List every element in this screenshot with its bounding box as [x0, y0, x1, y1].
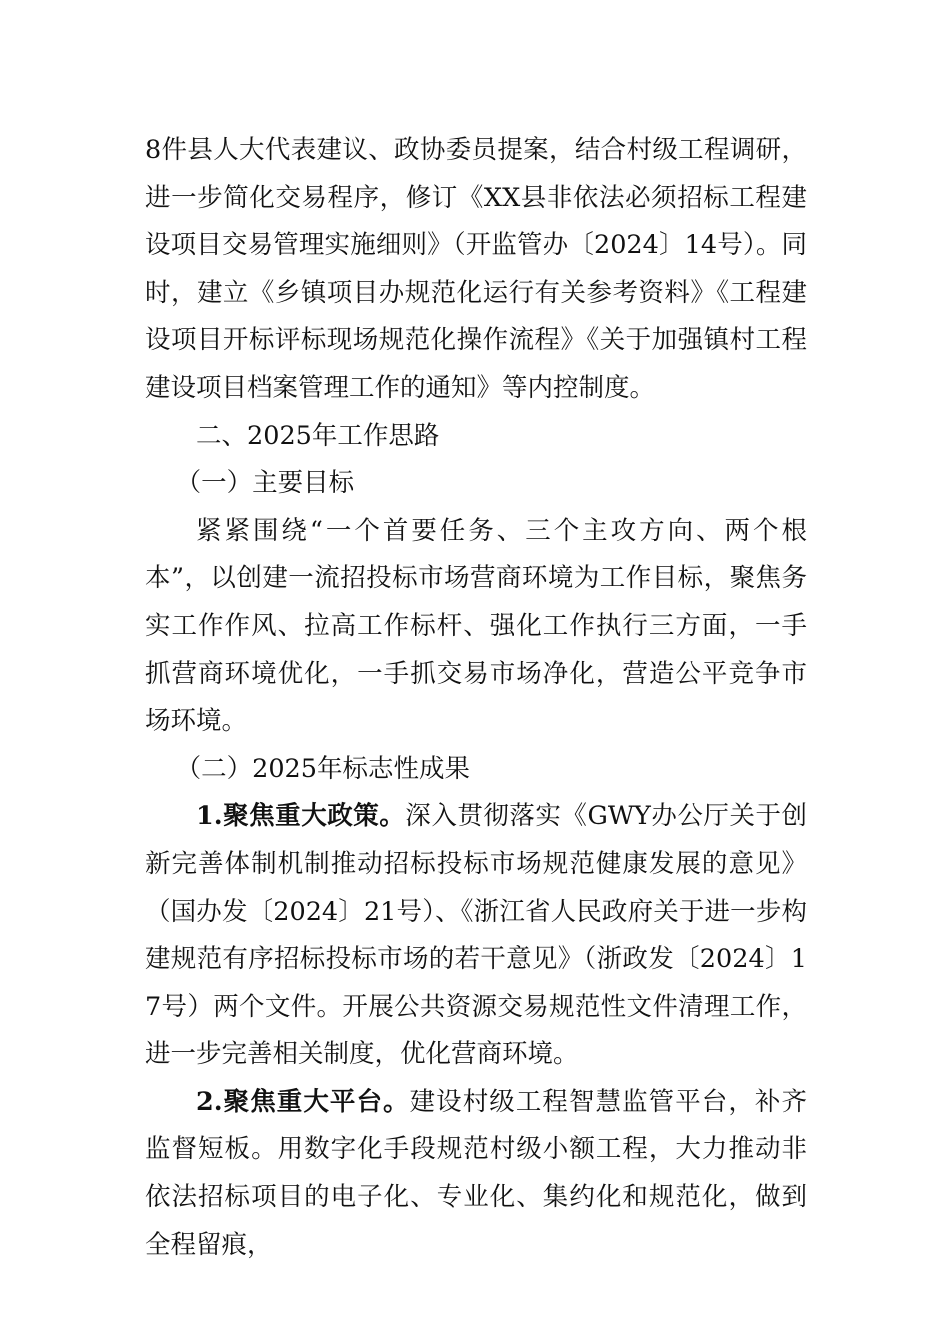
- subsection-heading-goals: （一）主要目标: [175, 468, 355, 499]
- list-item-platform: [145, 1079, 807, 1269]
- section-heading: 二、2025年工作思路: [196, 420, 440, 451]
- list-item-body: 深入贯彻落实《GWY办公厅关于创新完善体制机制推动招标投标市场规范健康发展的意见》（国办发〔2024〕21号）、《浙江省人民政府关于进一步构建规范有序招标投标市场的若干意见》（浙政发〔2024〕17号）两个文件。开展公共资源交易规范性文件清理工作，进一步完善相关制度，优化营商环境。: [145, 801, 807, 1070]
- list-item-lead: 1.聚焦重大政策。: [196, 801, 406, 832]
- list-item-policy: [145, 793, 807, 1079]
- subsection-heading-results: （二）2025年标志性成果: [175, 753, 470, 784]
- list-item-lead: 2.聚焦重大平台。: [196, 1086, 410, 1117]
- paragraph-goals: 紧紧围绕“一个首要任务、三个主攻方向、两个根本”，以创建一流招投标市场营商环境为工作目标，聚焦务实工作作风、拉高工作标杆、强化工作执行三方面，一手抓营商环境优化，一手抓交易市场净化，营造公平竞争市场环境。: [145, 515, 807, 737]
- document-page: [145, 127, 807, 1269]
- list-item-body: 建设村级工程智慧监管平台，补齐监督短板。用数字化手段规范村级小额工程，大力推动非依法招标项目的电子化、专业化、集约化和规范化，做到全程留痕，: [145, 1086, 807, 1260]
- paragraph-continuation: 8件县人大代表建议、政协委员提案，结合村级工程调研，进一步简化交易程序，修订《XX县非依法必须招标工程建设项目交易管理实施细则》（开监管办〔2024〕14号）。同时，建立《乡镇项目办规范化运行有关参考资料》《工程建设项目开标评标现场规范化操作流程》《关于加强镇村工程建设项目档案管理工作的通知》等内控制度。: [145, 135, 807, 403]
